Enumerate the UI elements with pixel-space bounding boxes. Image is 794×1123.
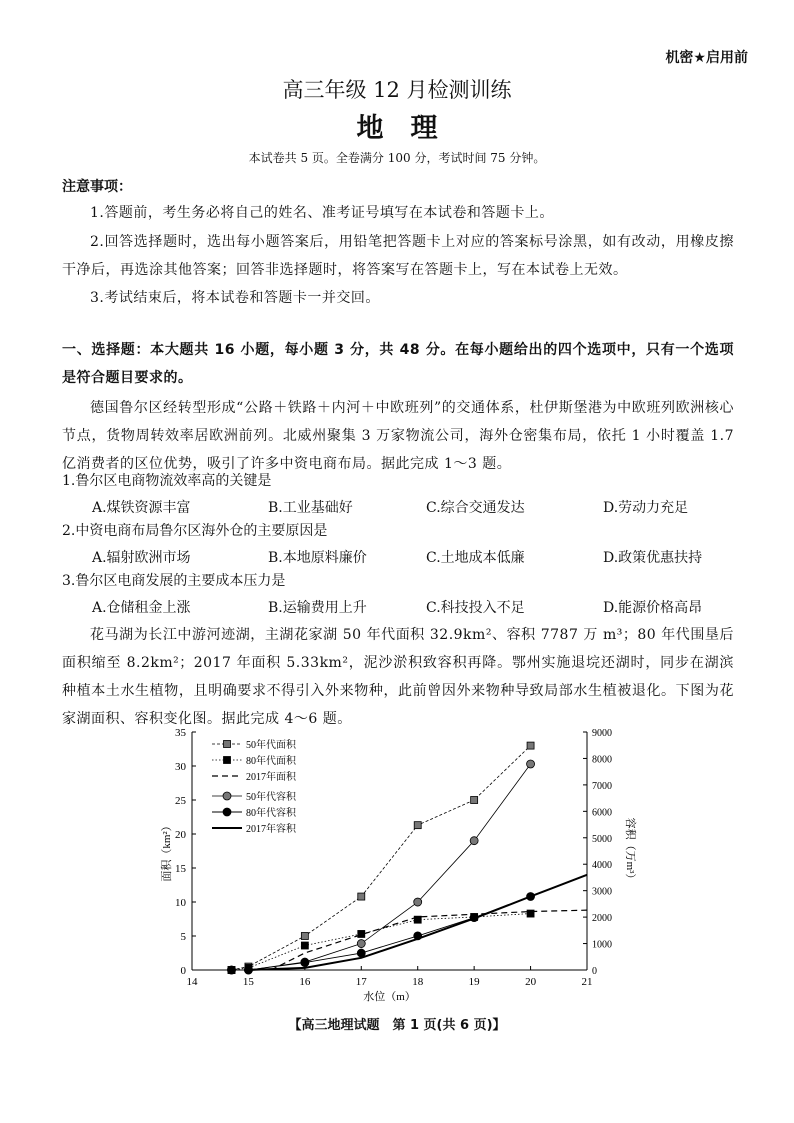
question-3-option-d[interactable]: D.能源价格高昂	[603, 600, 703, 616]
series-point	[470, 837, 478, 845]
x-tick-label: 17	[355, 976, 367, 988]
legend-label: 50年代面积	[246, 740, 296, 751]
x-tick-label: 15	[242, 976, 254, 988]
y-axis-title: 面积（km²）	[161, 820, 173, 882]
legend-marker	[223, 808, 231, 816]
question-1-stem: 1.鲁尔区电商物流效率高的关键是	[62, 473, 272, 489]
question-3-option-b[interactable]: B.运输费用上升	[268, 600, 367, 616]
series-point	[301, 942, 308, 949]
legend-marker	[224, 741, 231, 748]
y-tick-label: 35	[175, 727, 186, 739]
series-point	[414, 822, 421, 829]
series-point	[358, 893, 365, 900]
question-1-option-d[interactable]: D.劳动力充足	[603, 500, 689, 516]
y2-tick-label: 7000	[592, 780, 612, 792]
legend-label: 2017年面积	[246, 772, 296, 783]
x-tick-label: 21	[581, 976, 593, 988]
notice-item: 2.回答选择题时，选出每小题答案后，用铅笔把答题卡上对应的答案标号涂黑，如有改动，用橡皮擦干净后，再选涂其他答案；回答非选择题时，将答案写在答题卡上，写在本试卷上无效。	[62, 234, 734, 278]
series-line-2	[271, 910, 587, 970]
y2-tick-label: 1000	[592, 939, 612, 951]
series-point	[358, 930, 365, 937]
x-axis-title: 水位（m）	[363, 991, 416, 1003]
subject-title: 地 理	[356, 113, 438, 144]
y-tick-label: 10	[175, 897, 186, 909]
x-tick-label: 19	[468, 976, 480, 988]
passage-2: 花马湖为长江中游河迹湖，主湖花家湖 50 年代面积 32.9km²、容积 7787 万 m³；80 年代围垦后面积缩至 8.2km²；2017 年面积 5.33km²，泥沙淤积致容积再降。鄂州实施退垸还湖时，同步在湖滨种植本土水生植物，且明确要求不得引入外来物种，此前曾因外来物种导致局部水生植被退化。下图为花家湖面积、容积变化图。据此完成 4～6 题。	[62, 627, 734, 727]
notice-item: 1.答题前，考生务必将自己的姓名、准考证号填写在本试卷和答题卡上。	[90, 205, 554, 221]
exam-info: 本试卷共 5 页。全卷满分 100 分，考试时间 75 分钟。	[248, 151, 546, 165]
series-point	[301, 959, 309, 967]
y-tick-label: 15	[175, 863, 186, 875]
x-tick-label: 16	[299, 976, 311, 988]
legend-marker	[223, 792, 231, 800]
series-point	[357, 940, 365, 948]
question-3-option-a[interactable]: A.仓储租金上涨	[92, 600, 191, 616]
series-point	[527, 742, 534, 749]
question-1-option-a[interactable]: A.煤铁资源丰富	[92, 500, 191, 516]
x-tick-label: 14	[186, 976, 198, 988]
x-tick-label: 20	[525, 976, 537, 988]
y2-tick-label: 3000	[592, 886, 612, 898]
exam-title: 高三年级 12 月检测训练	[282, 78, 512, 102]
notice-item: 3.考试结束后，将本试卷和答题卡一并交回。	[90, 290, 380, 306]
question-2-option-a[interactable]: A.辐射欧洲市场	[92, 550, 191, 566]
question-2-option-b[interactable]: B.本地原料廉价	[268, 550, 367, 566]
series-line-1	[232, 914, 531, 970]
series-point	[414, 898, 422, 906]
y2-axis-title: 容积（万m³）	[624, 817, 636, 885]
y2-tick-label: 9000	[592, 728, 612, 739]
series-point	[471, 797, 478, 804]
legend-label: 80年代容积	[246, 808, 296, 819]
passage-1: 德国鲁尔区经转型形成“公路＋铁路＋内河＋中欧班列”的交通体系，杜伊斯堡港为中欧班列欧洲核心节点，货物周转效率居欧洲前列。北威州聚集 3 万家物流公司，海外仓密集布局，依托 1 小时覆盖 1.7 亿消费者的区位优势，吸引了许多中资电商布局。据此完成 1～3 题。	[62, 400, 734, 472]
series-line-4	[232, 896, 531, 970]
question-1-option-b[interactable]: B.工业基础好	[268, 500, 353, 516]
question-3-stem: 3.鲁尔区电商发展的主要成本压力是	[62, 573, 286, 589]
section-heading: 一、选择题：本大题共 16 小题，每小题 3 分，共 48 分。在每小题给出的四个选项中，只有一个选项是符合题目要求的。	[62, 342, 734, 386]
y-tick-label: 20	[175, 829, 186, 841]
legend-label: 2017年容积	[246, 824, 296, 835]
y2-tick-label: 6000	[592, 807, 612, 819]
x-tick-label: 18	[412, 976, 424, 988]
y2-tick-label: 2000	[592, 913, 612, 925]
page-footer: 【高三地理试题 第 1 页(共 6 页)】	[288, 1018, 506, 1033]
legend-label: 80年代面积	[246, 756, 296, 767]
y2-tick-label: 8000	[592, 754, 612, 766]
series-point	[301, 933, 308, 940]
y2-tick-label: 4000	[592, 860, 612, 872]
y2-tick-label: 0	[592, 966, 597, 977]
y-tick-label: 0	[180, 965, 186, 977]
y2-tick-label: 5000	[592, 833, 612, 845]
notice-heading: 注意事项：	[62, 179, 132, 195]
y-tick-label: 5	[180, 931, 186, 943]
confidential-label: 机密★启用前	[665, 50, 748, 66]
question-2-option-c[interactable]: C.土地成本低廉	[426, 550, 525, 566]
question-2-option-d[interactable]: D.政策优惠扶持	[603, 550, 703, 566]
y-tick-label: 25	[175, 795, 186, 807]
question-3-option-c[interactable]: C.科技投入不足	[426, 600, 525, 616]
legend-marker	[224, 757, 231, 764]
lake-area-volume-chart	[0, 720, 794, 1020]
series-point	[228, 966, 236, 974]
y-tick-label: 30	[175, 761, 186, 773]
legend-label: 50年代容积	[246, 792, 296, 803]
series-point	[527, 760, 535, 768]
question-2-stem: 2.中资电商布局鲁尔区海外仓的主要原因是	[62, 523, 328, 539]
question-1-option-c[interactable]: C.综合交通发达	[426, 500, 525, 516]
